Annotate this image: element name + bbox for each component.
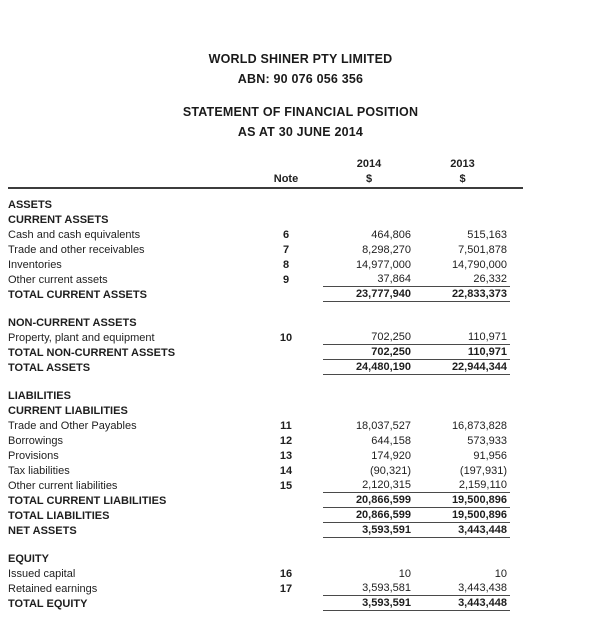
note-cell: [260, 360, 312, 375]
value-2013: 7,501,878: [458, 243, 507, 256]
year-header-row: [8, 156, 523, 171]
value-2013: 3,443,448: [415, 523, 510, 538]
value-2013: 3,443,448: [415, 596, 510, 611]
table-row: [8, 287, 523, 302]
note-cell: [260, 388, 312, 403]
column-gap: [312, 478, 323, 493]
table-row: [8, 418, 523, 433]
column-gap: [312, 212, 323, 227]
column-gap: [312, 448, 323, 463]
row-label: Trade and other receivables: [8, 243, 145, 256]
table-row: [8, 315, 523, 330]
note-cell: 17: [279, 582, 293, 595]
row-label: Cash and cash equivalents: [8, 228, 141, 241]
column-gap: [312, 508, 323, 523]
table-row: [8, 508, 523, 523]
table-header: [8, 156, 523, 189]
column-header-note: Note: [273, 172, 299, 185]
note-cell: 14: [279, 464, 293, 477]
value-2014: 644,158: [371, 434, 411, 447]
value-2014: 37,864: [323, 272, 415, 287]
company-abn: ABN: 90 076 056 356: [237, 72, 364, 86]
note-cell: 7: [282, 243, 290, 256]
value-2013: 22,944,344: [415, 360, 510, 375]
note-cell: 13: [279, 449, 293, 462]
note-cell: [260, 345, 312, 360]
value-2013: 14,790,000: [451, 258, 507, 271]
value-2013: 573,933: [467, 434, 507, 447]
table-row: [8, 551, 523, 566]
row-label: TOTAL NON-CURRENT ASSETS: [8, 346, 176, 359]
note-cell: [260, 596, 312, 611]
row-label: TOTAL CURRENT ASSETS: [8, 288, 147, 301]
value-2013: 2,159,110: [415, 478, 510, 493]
note-cell: [260, 551, 312, 566]
value-2014: 2,120,315: [323, 478, 415, 493]
table-row: [8, 523, 523, 538]
column-gap: [312, 345, 323, 360]
table-row: [8, 330, 523, 345]
table-row: [8, 478, 523, 493]
row-label: TOTAL ASSETS: [8, 361, 91, 374]
note-cell: [260, 212, 312, 227]
currency-symbol-2013: $: [459, 172, 466, 185]
table-row: [8, 448, 523, 463]
row-label: NON-CURRENT ASSETS: [8, 316, 137, 329]
unit-header-row: [8, 171, 523, 186]
note-cell: [260, 315, 312, 330]
column-gap: [312, 566, 323, 581]
value-2013: [415, 315, 510, 330]
table-row: [8, 345, 523, 360]
value-2014: [323, 212, 415, 227]
row-label: NET ASSETS: [8, 524, 77, 537]
value-2013: [415, 551, 510, 566]
value-2014: 174,920: [371, 449, 411, 462]
column-gap: [312, 433, 323, 448]
section-spacer: [8, 375, 523, 388]
column-gap: [312, 418, 323, 433]
value-2013: 515,163: [467, 228, 507, 241]
value-2013: [415, 388, 510, 403]
empty-header-cell: [260, 156, 312, 171]
column-gap: [312, 360, 323, 375]
value-2014: [323, 403, 415, 418]
value-2013: 91,956: [473, 449, 507, 462]
column-gap: [312, 596, 323, 611]
column-gap: [312, 388, 323, 403]
column-header-2013: 2013: [450, 157, 475, 170]
row-label: CURRENT ASSETS: [8, 213, 109, 226]
row-label: TOTAL LIABILITIES: [8, 509, 110, 522]
note-cell: [260, 493, 312, 508]
table-row: [8, 257, 523, 272]
value-2013: [415, 197, 510, 212]
value-2014: [323, 315, 415, 330]
row-label: EQUITY: [8, 552, 49, 565]
table-row: [8, 433, 523, 448]
column-header-2014: 2014: [356, 157, 382, 170]
document-header: [0, 0, 601, 142]
table-row: [8, 212, 523, 227]
row-label: LIABILITIES: [8, 389, 71, 402]
value-2013: 16,873,828: [451, 419, 507, 432]
note-cell: 15: [279, 479, 293, 492]
value-2013: 19,500,896: [415, 493, 510, 508]
note-cell: [260, 197, 312, 212]
row-label: TOTAL CURRENT LIABILITIES: [8, 494, 167, 507]
note-cell: 6: [282, 228, 290, 241]
row-label: Inventories: [8, 258, 62, 271]
statement-title: STATEMENT OF FINANCIAL POSITION: [182, 105, 419, 119]
row-label: Issued capital: [8, 567, 76, 580]
statement-table-body: [8, 189, 523, 611]
value-2013: 26,332: [415, 272, 510, 287]
table-row: [8, 566, 523, 581]
column-gap: [312, 171, 323, 186]
value-2013: 110,971: [415, 330, 510, 345]
column-gap: [312, 581, 323, 596]
column-gap: [312, 227, 323, 242]
table-row: [8, 581, 523, 596]
value-2013: 19,500,896: [415, 508, 510, 523]
note-cell: 10: [279, 331, 293, 344]
column-gap: [312, 156, 323, 171]
table-row: [8, 197, 523, 212]
column-gap: [312, 242, 323, 257]
table-row: [8, 242, 523, 257]
statement-date: AS AT 30 JUNE 2014: [237, 125, 364, 139]
row-label: TOTAL EQUITY: [8, 597, 88, 610]
column-gap: [312, 403, 323, 418]
value-2014: [323, 388, 415, 403]
table-row: [8, 388, 523, 403]
value-2014: 3,593,581: [323, 581, 415, 596]
row-label: Borrowings: [8, 434, 64, 447]
table-row: [8, 596, 523, 611]
currency-symbol-2014: $: [365, 172, 373, 185]
value-2013: [415, 403, 510, 418]
column-gap: [312, 551, 323, 566]
note-cell: 12: [279, 434, 293, 447]
section-spacer: [8, 302, 523, 315]
value-2014: [323, 197, 415, 212]
column-gap: [312, 197, 323, 212]
value-2013: [415, 212, 510, 227]
note-cell: 8: [282, 258, 290, 271]
value-2014: 14,977,000: [355, 258, 411, 271]
empty-header-cell: [8, 156, 260, 171]
statement-table: [8, 156, 523, 611]
note-cell: [260, 287, 312, 302]
table-row: [8, 227, 523, 242]
value-2014: 20,866,599: [323, 493, 415, 508]
table-row: [8, 403, 523, 418]
value-2014: 20,866,599: [323, 508, 415, 523]
column-gap: [312, 272, 323, 287]
value-2013: 3,443,438: [415, 581, 510, 596]
value-2014: 23,777,940: [323, 287, 415, 302]
value-2013: 10: [494, 567, 507, 580]
column-gap: [312, 287, 323, 302]
column-gap: [312, 463, 323, 478]
note-cell: 16: [279, 567, 293, 580]
value-2014: 702,250: [323, 345, 415, 360]
value-2014: 702,250: [323, 330, 415, 345]
section-spacer: [8, 538, 523, 551]
note-cell: 9: [282, 273, 290, 286]
note-cell: [260, 508, 312, 523]
column-gap: [312, 330, 323, 345]
row-label: Tax liabilities: [8, 464, 70, 477]
row-label: CURRENT LIABILITIES: [8, 404, 128, 417]
row-label: Retained earnings: [8, 582, 98, 595]
note-cell: [260, 403, 312, 418]
value-2014: 24,480,190: [323, 360, 415, 375]
row-label: ASSETS: [8, 198, 53, 211]
column-gap: [312, 523, 323, 538]
row-label: Property, plant and equipment: [8, 331, 155, 344]
value-2014: (90,321): [370, 464, 411, 477]
value-2014: 18,037,527: [355, 419, 411, 432]
value-2013: 22,833,373: [415, 287, 510, 302]
note-cell: 11: [280, 419, 292, 432]
value-2013: 110,971: [415, 345, 510, 360]
row-label: Trade and Other Payables: [8, 419, 137, 432]
company-name: WORLD SHINER PTY LIMITED: [208, 52, 393, 66]
value-2013: (197,931): [459, 464, 507, 477]
value-2014: 3,593,591: [323, 523, 415, 538]
row-label: Other current liabilities: [8, 479, 118, 492]
table-row: [8, 463, 523, 478]
note-cell: [260, 523, 312, 538]
table-row: [8, 493, 523, 508]
column-gap: [312, 257, 323, 272]
table-row: [8, 360, 523, 375]
table-row: [8, 272, 523, 287]
column-gap: [312, 315, 323, 330]
value-2014: [323, 551, 415, 566]
value-2014: 3,593,591: [323, 596, 415, 611]
value-2014: 464,806: [371, 228, 411, 241]
empty-header-cell: [8, 171, 260, 186]
row-label: Provisions: [8, 449, 59, 462]
value-2014: 10: [398, 567, 411, 580]
column-gap: [312, 493, 323, 508]
value-2014: 8,298,270: [362, 243, 411, 256]
row-label: Other current assets: [8, 273, 108, 286]
